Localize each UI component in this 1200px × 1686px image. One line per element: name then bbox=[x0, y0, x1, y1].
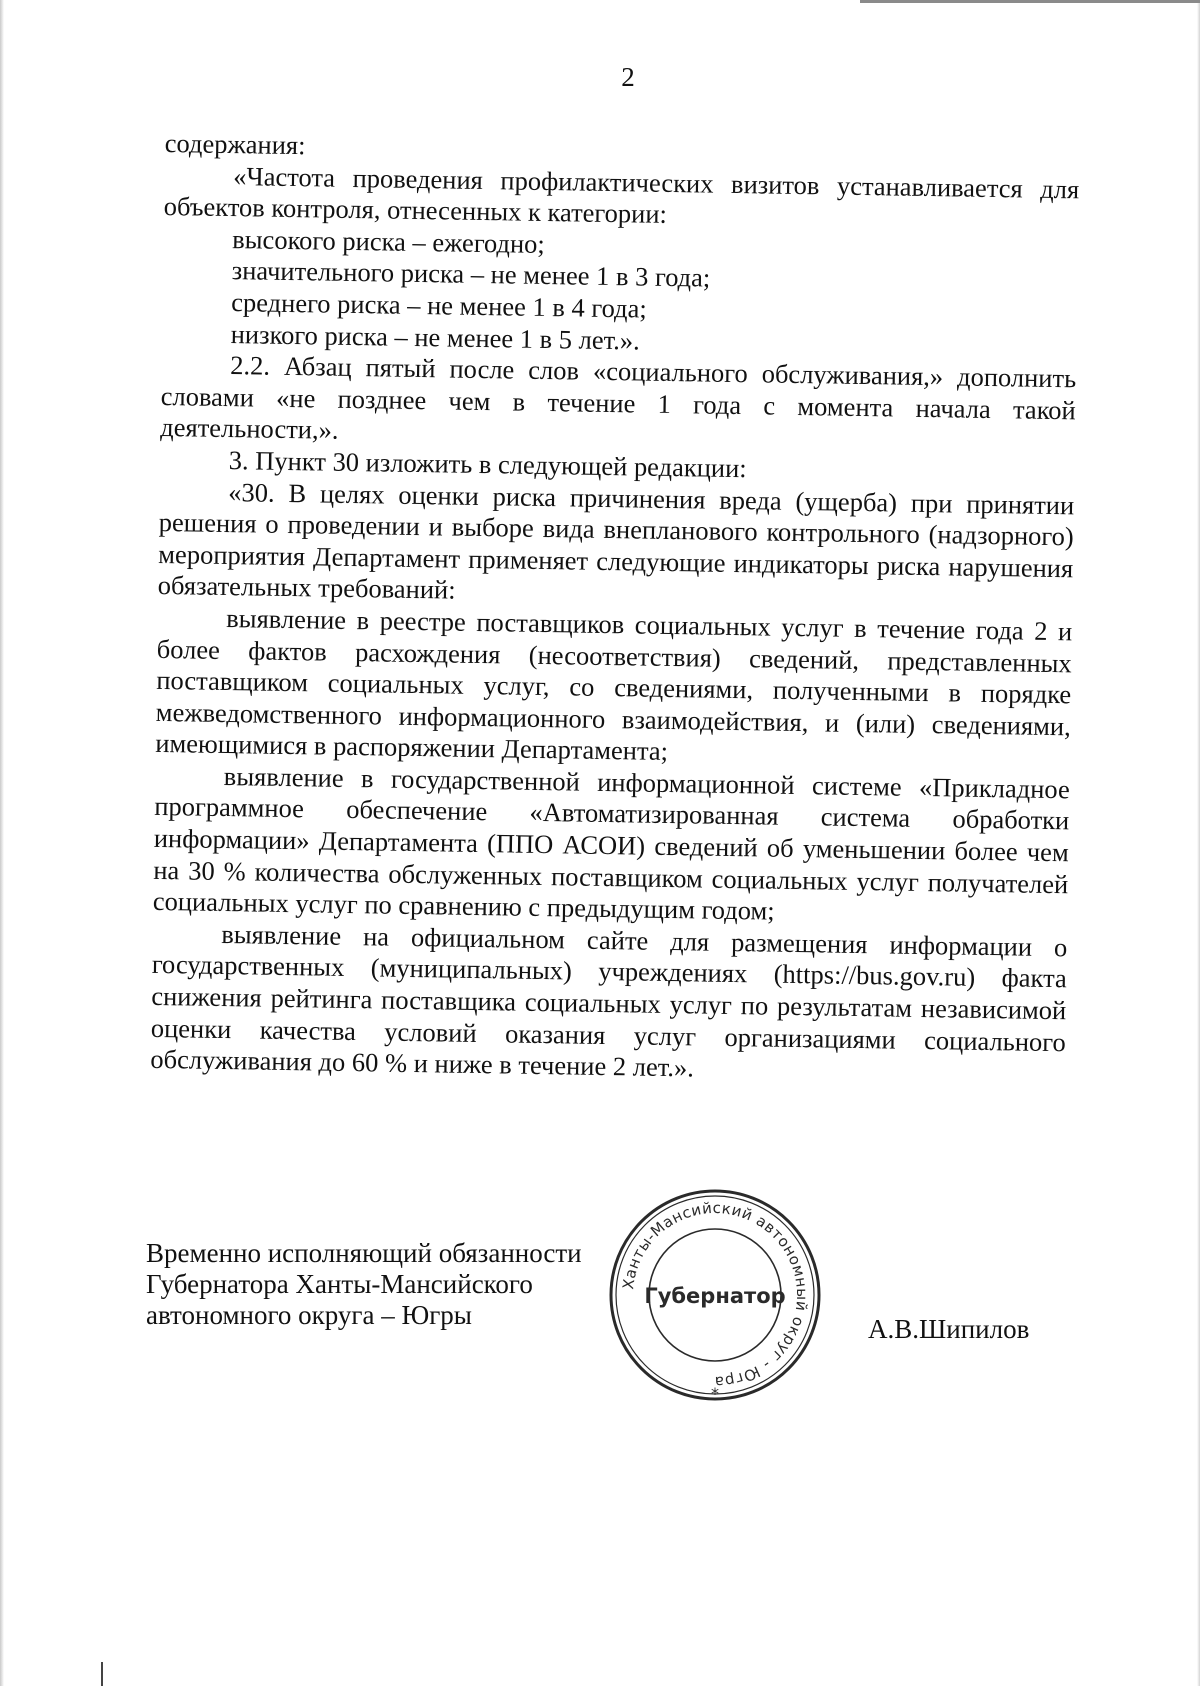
signatory-position-line: автономного округа – Югры bbox=[146, 1300, 472, 1330]
paragraph: выявление на официальном сайте для размещения информации о государственных (муниципальных) учреждениях (https://bus.gov.ru) факта снижения рейтинга поставщика социальных услуг по результатам независимой оценки качества условий оказания услуг организациями социального обслуживания до 60 % и ниже в течение 2 лет.». bbox=[150, 918, 1068, 1083]
document-body bbox=[150, 128, 1080, 1090]
seal-ring-textpath: Ханты-Мансийский автономный округ - Югра bbox=[619, 1198, 812, 1392]
signatory-position-line: Временно исполняющий обязанности bbox=[146, 1238, 582, 1268]
paragraph: выявление в реестре поставщиков социальных услуг в течение года 2 и более фактов расхождения (несоответствия) сведений, представленных поставщиком социальных услуг, со сведениями, полученными в порядке межведомственного информационного взаимодействия, и (или) сведениями, имеющимися в распоряжении Департамента; bbox=[155, 602, 1073, 767]
paragraph: «30. В целях оценки риска причинения вреда (ущерба) при принятии решения о проведении и выборе вида внепланового контрольного (надзорного) мероприятия Департамент применяет следующие индикаторы риска нарушения обязательных требований: bbox=[157, 476, 1075, 605]
paragraph: «Частота проведения профилактических визитов устанавливается для объектов контроля, отнесенных к категории: bbox=[163, 160, 1080, 230]
paragraph: высокого риска – ежегодно; bbox=[232, 223, 546, 259]
signatory-name: А.В.Шипилов bbox=[868, 1314, 1030, 1344]
signatory-position-line: Губернатора Ханты-Мансийского bbox=[146, 1269, 533, 1299]
paragraph: 2.2. Абзац пятый после слов «социального обслуживания,» дополнить словами «не позднее чем в течение 1 года с момента начала такой деятельности,». bbox=[160, 350, 1077, 446]
paragraph: значительного риска – не менее 1 в 3 года; bbox=[231, 255, 711, 293]
margin-mark bbox=[101, 1662, 103, 1686]
paragraph: содержания: bbox=[164, 128, 306, 161]
scan-edge-left bbox=[0, 0, 4, 1686]
paragraph: выявление в государственной информационной системе «Прикладное программное обеспечение «Автоматизированная система обработки информации» Департамента (ППО АСОИ) сведений об уменьшении более чем на 30 % количества обслуженных поставщиком социальных услуг получателей социальных услуг по сравнению с предыдущим годом; bbox=[152, 760, 1070, 926]
seal-center-text: Губернатор bbox=[644, 1284, 786, 1308]
paragraph: низкого риска – не менее 1 в 5 лет.». bbox=[230, 318, 640, 356]
signatory-position bbox=[146, 1238, 582, 1331]
paragraph: 3. Пункт 30 изложить в следующей редакции: bbox=[228, 444, 747, 484]
official-seal bbox=[605, 1185, 825, 1405]
scan-edge-top bbox=[860, 0, 1200, 3]
page-number: 2 bbox=[621, 62, 635, 92]
seal-star-icon: * bbox=[711, 1384, 719, 1403]
paragraph: среднего риска – не менее 1 в 4 года; bbox=[231, 287, 647, 324]
